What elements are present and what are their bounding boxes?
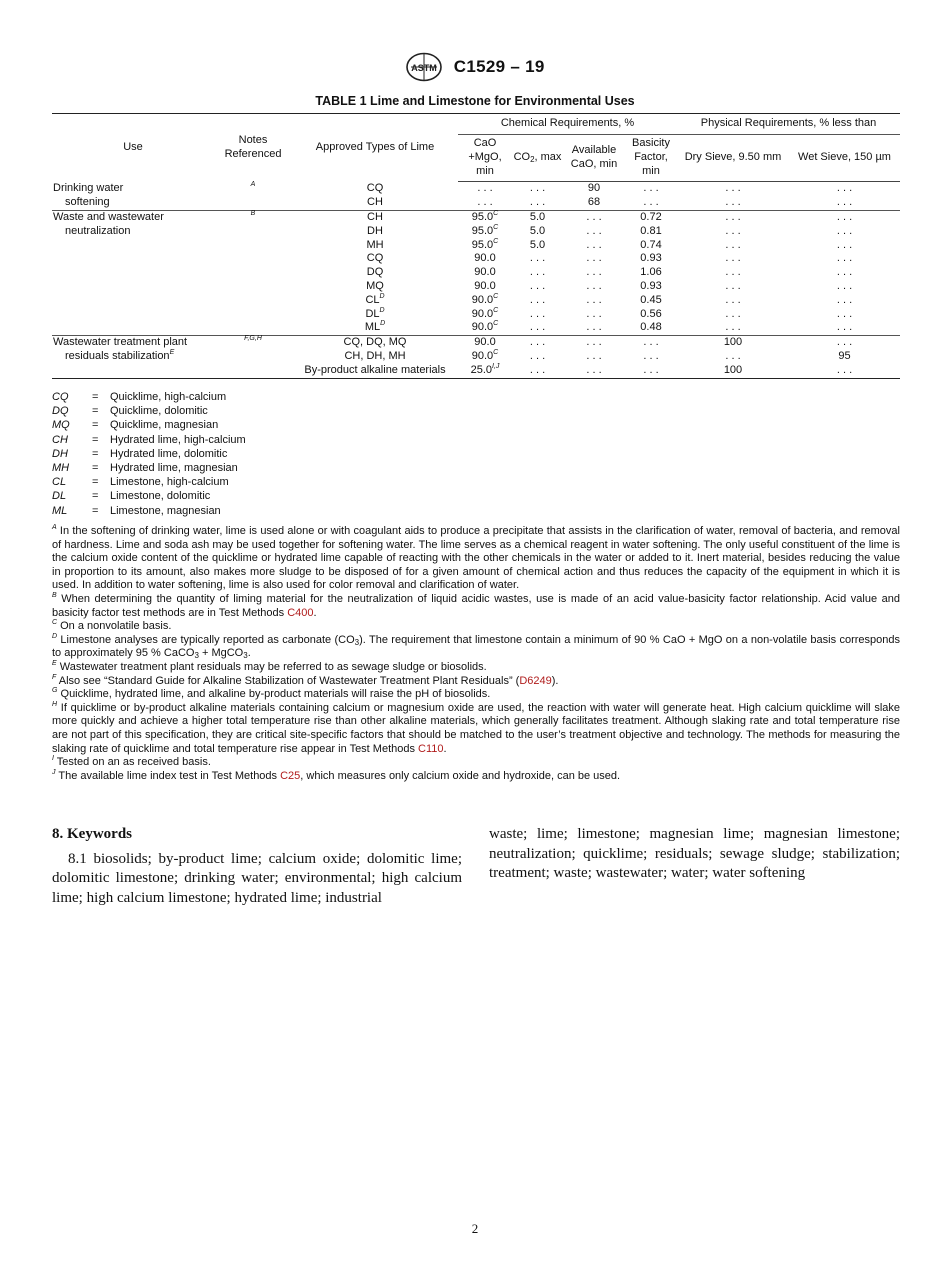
footnote-c: $^C$ On a nonvolatile basis. [52, 619, 172, 633]
cell-use [52, 294, 214, 308]
table-row [52, 294, 900, 308]
table-row [52, 280, 900, 294]
cell-wet-sieve: . . . [836, 307, 853, 320]
ref-c25[interactable]: C25 [280, 769, 301, 782]
cell-available-cao: . . . [586, 224, 602, 237]
cell-dry-sieve: . . . [725, 182, 741, 195]
cell-notes [214, 364, 292, 378]
keywords-heading: 8. Keywords [52, 826, 132, 842]
cell-available-cao: 68 [587, 196, 601, 209]
abbreviation-code: DQ [52, 405, 69, 418]
cell-type: CH [367, 196, 383, 209]
header-co2: $CO_2$, max [512, 135, 563, 182]
header-dry-sieve: Dry Sieve, 9.50 mm [677, 135, 789, 182]
footnote-d: $^D$ Limestone analyses are typically reported as carbonate $(CO_3)$. The requirement that limestone contain a minimum of 90 % CaO + MgO on a non-volatile basis corresponds to approximately 95 % CaCO$_3$ + MgCO$_3$. [52, 632, 900, 661]
abbreviation-desc: Hydrated lime, high-calcium [110, 433, 246, 446]
cell-wet-sieve: . . . [836, 321, 853, 334]
cell-co2: . . . [529, 307, 546, 320]
cell-dry-sieve: . . . [725, 252, 741, 265]
cell-co2: . . . [529, 182, 546, 195]
abbreviation-code: DH [52, 447, 68, 460]
header-chemical-group: Chemical Requirements, % [458, 114, 677, 135]
keywords-section [52, 825, 462, 908]
cell-co2: . . . [512, 364, 563, 378]
cell-type: MQ [366, 279, 384, 292]
cell-basicity: 0.81 [640, 224, 662, 237]
abbreviation-desc: Quicklime, high-calcium [110, 391, 227, 403]
cell-cao-mgo: $90.0^C$ [471, 320, 499, 334]
cell-type: DQ [366, 266, 384, 279]
cell-cao-mgo: $95.0^C$ [471, 223, 499, 237]
abbreviation-code: CQ [52, 391, 69, 403]
abbreviation-row [52, 489, 246, 503]
abbreviation-equals: = [92, 419, 99, 432]
cell-co2: . . . [529, 266, 546, 279]
cell-use [52, 308, 214, 322]
cell-basicity: 0.74 [640, 238, 662, 251]
table-row [52, 210, 900, 224]
abbreviation-row [52, 504, 246, 518]
abbreviation-row [52, 418, 246, 432]
cell-use [52, 321, 214, 335]
header-notes: Notes Referenced [214, 114, 292, 182]
cell-type: CQ [366, 252, 384, 265]
keywords-text-left: 8.1 biosolids; by-product lime; calcium oxide; dolomitic lime; dolomitic limestone; drinking water; environmental; high calcium lime; high calcium limestone; hydrated lime; industrial [52, 850, 462, 906]
cell-basicity: . . . [643, 182, 659, 195]
cell-notes: F,G,H [214, 336, 292, 350]
table-row [52, 266, 900, 280]
cell-wet-sieve: . . . [836, 279, 853, 292]
cell-notes [214, 252, 292, 266]
header-basicity: Basicity Factor, min [625, 135, 677, 182]
cell-available-cao: . . . [563, 210, 625, 224]
header-wet-sieve: Wet Sieve, 150 µm [789, 135, 900, 182]
abbreviation-equals: = [92, 504, 99, 517]
table-row [52, 308, 900, 322]
cell-notes [214, 350, 292, 364]
abbreviation-code: MH [52, 462, 70, 475]
footnote-j: $^J$ The available lime index test in Test Methods C25, which measures only calcium oxide and hydroxide, can be used. [52, 768, 621, 782]
page-header [0, 52, 950, 82]
footnote-g: $^G$ Quicklime, hydrated lime, and alkaline by-product materials will raise the pH of biosolids. [52, 687, 491, 701]
cell-wet-sieve: . . . [836, 252, 853, 265]
cell-cao-mgo: $25.0^{I,J}$ [458, 364, 512, 378]
cell-wet-sieve: . . . [836, 293, 853, 306]
cell-notes [214, 266, 292, 280]
cell-cao-mgo: 90.0 [474, 252, 496, 265]
cell-basicity: 0.93 [640, 279, 662, 292]
cell-basicity: 0.45 [640, 293, 662, 306]
cell-type: CQ [366, 181, 384, 194]
cell-co2: 5.0 [529, 238, 546, 251]
cell-basicity: . . . [643, 196, 659, 209]
ref-c110[interactable]: C110 [418, 742, 444, 755]
cell-available-cao: . . . [586, 307, 602, 320]
footnote-f: $^F$ Also see “Standard Guide for Alkaline Stabilization of Wastewater Treatment Plant Residuals” (D6249). [52, 673, 559, 687]
cell-dry-sieve: . . . [677, 210, 789, 224]
cell-notes [214, 308, 292, 322]
cell-cao-mgo: $90.0^C$ [471, 292, 499, 306]
cell-dry-sieve: . . . [725, 293, 741, 306]
cell-wet-sieve: . . . [836, 196, 853, 209]
abbreviation-desc: Hydrated lime, dolomitic [110, 447, 228, 460]
footnote-a: $^A$ In the softening of drinking water, lime is used alone or with coagulant aids to produce a precipitate that assists in the clarification of water, removal of bacteria, and removal of hardness. Lime and soda ash may be used together for softening water. The lime serves as a chemical reagent in water softening. The only useful constituent of the lime is the calcium oxide content of the quicklime or hydrated lime capable of reacting with the other chemicals in the water or added to it. Inert material, besides reducing the value in proportion to its amount, also makes more sludge to be disposed of for a given amount of chemical action and thus reduces the capacity of the equipment in which it is used. In addition to water softening, lime is also used for color removal and clarification of water. [52, 524, 900, 592]
cell-cao-mgo: $95.0^C$ [471, 237, 499, 251]
cell-available-cao: . . . [586, 321, 602, 334]
cell-notes: A [250, 180, 256, 188]
table-row [52, 182, 900, 196]
cell-cao-mgo: . . . [477, 182, 493, 195]
page-number: 2 [471, 1221, 479, 1236]
cell-type: CH, DH, MH [344, 349, 406, 362]
cell-type: CH [292, 210, 458, 224]
cell-notes [214, 196, 292, 210]
table-row [52, 336, 900, 350]
cell-type: $ML^D$ [364, 320, 386, 334]
abbreviation-desc: Limestone, high-calcium [110, 476, 229, 489]
table-row [52, 364, 900, 378]
table-row [52, 239, 900, 253]
footnote-e: $^E$ Wastewater treatment plant residuals may be referred to as sewage sludge or biosolids. [52, 659, 487, 673]
footnote-i: $^I$ Tested on an as received basis. [52, 755, 211, 769]
cell-use: Waste and wastewater [52, 210, 214, 224]
logo-text: ASTM [411, 63, 438, 73]
cell-available-cao: . . . [563, 364, 625, 378]
abbreviation-list [52, 390, 246, 518]
table-row [52, 350, 900, 364]
abbreviation-equals: = [92, 405, 99, 418]
abbreviation-desc: Hydrated lime, magnesian [110, 462, 238, 475]
cell-wet-sieve: . . . [836, 238, 853, 251]
cell-notes [214, 239, 292, 253]
cell-available-cao: 90 [587, 182, 601, 195]
cell-dry-sieve: . . . [725, 196, 741, 209]
cell-dry-sieve: . . . [725, 279, 741, 292]
cell-wet-sieve: . . . [789, 336, 900, 350]
abbreviation-equals: = [92, 391, 99, 403]
lime-table [52, 113, 900, 379]
abbreviation-row [52, 390, 246, 404]
abbreviation-desc: Quicklime, magnesian [110, 419, 219, 432]
abbreviation-row [52, 404, 246, 418]
abbreviation-row [52, 433, 246, 447]
header-physical-group: Physical Requirements, % less than [677, 114, 900, 135]
cell-basicity: . . . [643, 349, 659, 362]
cell-dry-sieve: . . . [725, 349, 741, 362]
cell-notes [214, 294, 292, 308]
cell-dry-sieve: 100 [677, 336, 789, 350]
cell-notes [214, 225, 292, 239]
footnote-b: $^B$ When determining the quantity of liming material for the neutralization of liquid acidic wastes, use is made of an acid value-basicity factor relationship. Acid value and basicity factor test methods are in Test Methods C400. [52, 591, 900, 619]
cell-basicity: . . . [625, 364, 677, 378]
cell-type: DH [367, 224, 383, 237]
cell-cao-mgo: . . . [477, 196, 493, 209]
cell-type: MH [366, 238, 384, 251]
cell-available-cao: . . . [586, 293, 602, 306]
cell-wet-sieve: . . . [836, 266, 853, 279]
cell-co2: . . . [512, 336, 563, 350]
cell-co2: . . . [529, 349, 546, 362]
abbreviation-desc: Quicklime, dolomitic [110, 405, 208, 418]
cell-type: By-product alkaline materials [292, 364, 458, 378]
cell-wet-sieve: . . . [836, 224, 853, 237]
cell-cao-mgo: $90.0^C$ [471, 306, 499, 320]
header-cao-mgo: CaO +MgO, min [458, 135, 512, 182]
cell-use: softening [65, 196, 110, 209]
cell-dry-sieve: . . . [725, 224, 741, 237]
cell-cao-mgo: $95.0^C$ [458, 210, 512, 224]
cell-use [52, 364, 214, 378]
cell-dry-sieve: . . . [725, 307, 741, 320]
cell-wet-sieve: . . . [789, 364, 900, 378]
abbreviation-code: CL [52, 476, 67, 489]
cell-basicity: 0.48 [640, 321, 662, 334]
table-title: TABLE 1 Lime and Limestone for Environmental Uses [315, 94, 635, 108]
cell-dry-sieve: . . . [725, 266, 741, 279]
abbreviation-equals: = [92, 476, 99, 489]
abbreviation-row [52, 447, 246, 461]
cell-co2: . . . [529, 252, 546, 265]
cell-type: CQ, DQ, MQ [292, 336, 458, 350]
cell-co2: 5.0 [512, 210, 563, 224]
cell-use: Drinking water [53, 181, 124, 194]
table-footnotes [52, 525, 900, 783]
cell-type: $CL^D$ [365, 292, 385, 306]
cell-wet-sieve: . . . [789, 210, 900, 224]
abbreviation-row [52, 475, 246, 489]
cell-basicity: 0.93 [640, 252, 662, 265]
table-row [52, 252, 900, 266]
abbreviation-row [52, 461, 246, 475]
cell-cao-mgo: 90.0 [474, 279, 496, 292]
abbreviation-desc: Limestone, magnesian [110, 504, 221, 517]
abbreviation-code: CH [52, 433, 68, 446]
cell-basicity: . . . [625, 336, 677, 350]
cell-available-cao: . . . [586, 349, 602, 362]
cell-use: neutralization [65, 224, 131, 237]
ref-c400[interactable]: C400 [287, 606, 314, 619]
table-row [52, 321, 900, 335]
cell-cao-mgo: $90.0^C$ [471, 348, 499, 362]
table-row [52, 196, 900, 210]
cell-notes: B [214, 210, 292, 224]
table-row [52, 225, 900, 239]
cell-dry-sieve: . . . [725, 238, 741, 251]
ref-d6249[interactable]: D6249 [519, 674, 552, 687]
cell-dry-sieve: 100 [677, 364, 789, 378]
cell-available-cao: . . . [586, 238, 602, 251]
keywords-text-right: waste; lime; limestone; magnesian lime; magnesian limestone; neutralization; quicklime; residuals; sewage sludge; stabilization; treatment; waste; wastewater; water; water softening [489, 826, 900, 881]
cell-use: Wastewater treatment plant [52, 336, 214, 350]
cell-use: residuals stabilization$^E$ [65, 348, 175, 362]
cell-basicity: 0.56 [640, 307, 662, 320]
abbreviation-equals: = [92, 462, 99, 475]
abbreviation-equals: = [92, 490, 99, 503]
abbreviation-desc: Limestone, dolomitic [110, 490, 211, 503]
abbreviation-code: DL [52, 490, 67, 503]
abbreviation-equals: = [92, 433, 99, 446]
cell-wet-sieve: 95 [838, 349, 851, 362]
abbreviation-code: MQ [52, 419, 70, 432]
cell-use [52, 266, 214, 280]
cell-cao-mgo: 90.0 [458, 336, 512, 350]
cell-wet-sieve: . . . [836, 182, 853, 195]
cell-co2: . . . [529, 321, 546, 334]
cell-co2: . . . [529, 196, 546, 209]
cell-dry-sieve: . . . [725, 321, 741, 334]
table-body [52, 182, 900, 378]
cell-available-cao: . . . [586, 252, 602, 265]
cell-basicity: 1.06 [640, 266, 662, 279]
cell-co2: 5.0 [529, 224, 546, 237]
cell-basicity: 0.72 [625, 210, 677, 224]
abbreviation-equals: = [92, 447, 99, 460]
cell-notes [214, 280, 292, 294]
cell-use [52, 252, 214, 266]
footnote-h: $^H$ If quicklime or by-product alkaline materials containing calcium or magnesium oxide are used, the reaction with water will generate heat. High calcium quicklime will slake more quickly and achieve a higher total temperature rise than other alkaline materials, which generally facilitates treatment. Although slaking rate and total temperature rise are not part of this specification, they are critical site-specific factors that should be matched to the user’s treatment objective and technology. The methods for measuring the slaking rate of quicklime and total temperature rise appear in Test Methods C110. [52, 700, 900, 755]
cell-available-cao: . . . [563, 336, 625, 350]
cell-type: $DL^D$ [365, 306, 385, 320]
abbreviation-code: ML [52, 504, 68, 517]
header-available-cao: Available CaO, min [563, 135, 625, 182]
cell-use [52, 280, 214, 294]
cell-co2: . . . [529, 279, 546, 292]
designation: C1529 – 19 [453, 57, 545, 76]
header-use: Use [52, 114, 214, 182]
cell-available-cao: . . . [586, 266, 602, 279]
cell-co2: . . . [529, 293, 546, 306]
astm-logo-icon [405, 52, 443, 82]
cell-notes [214, 321, 292, 335]
cell-use [52, 239, 214, 253]
header-approved-types: Approved Types of Lime [292, 114, 458, 182]
cell-cao-mgo: 90.0 [474, 266, 496, 279]
cell-available-cao: . . . [586, 279, 602, 292]
